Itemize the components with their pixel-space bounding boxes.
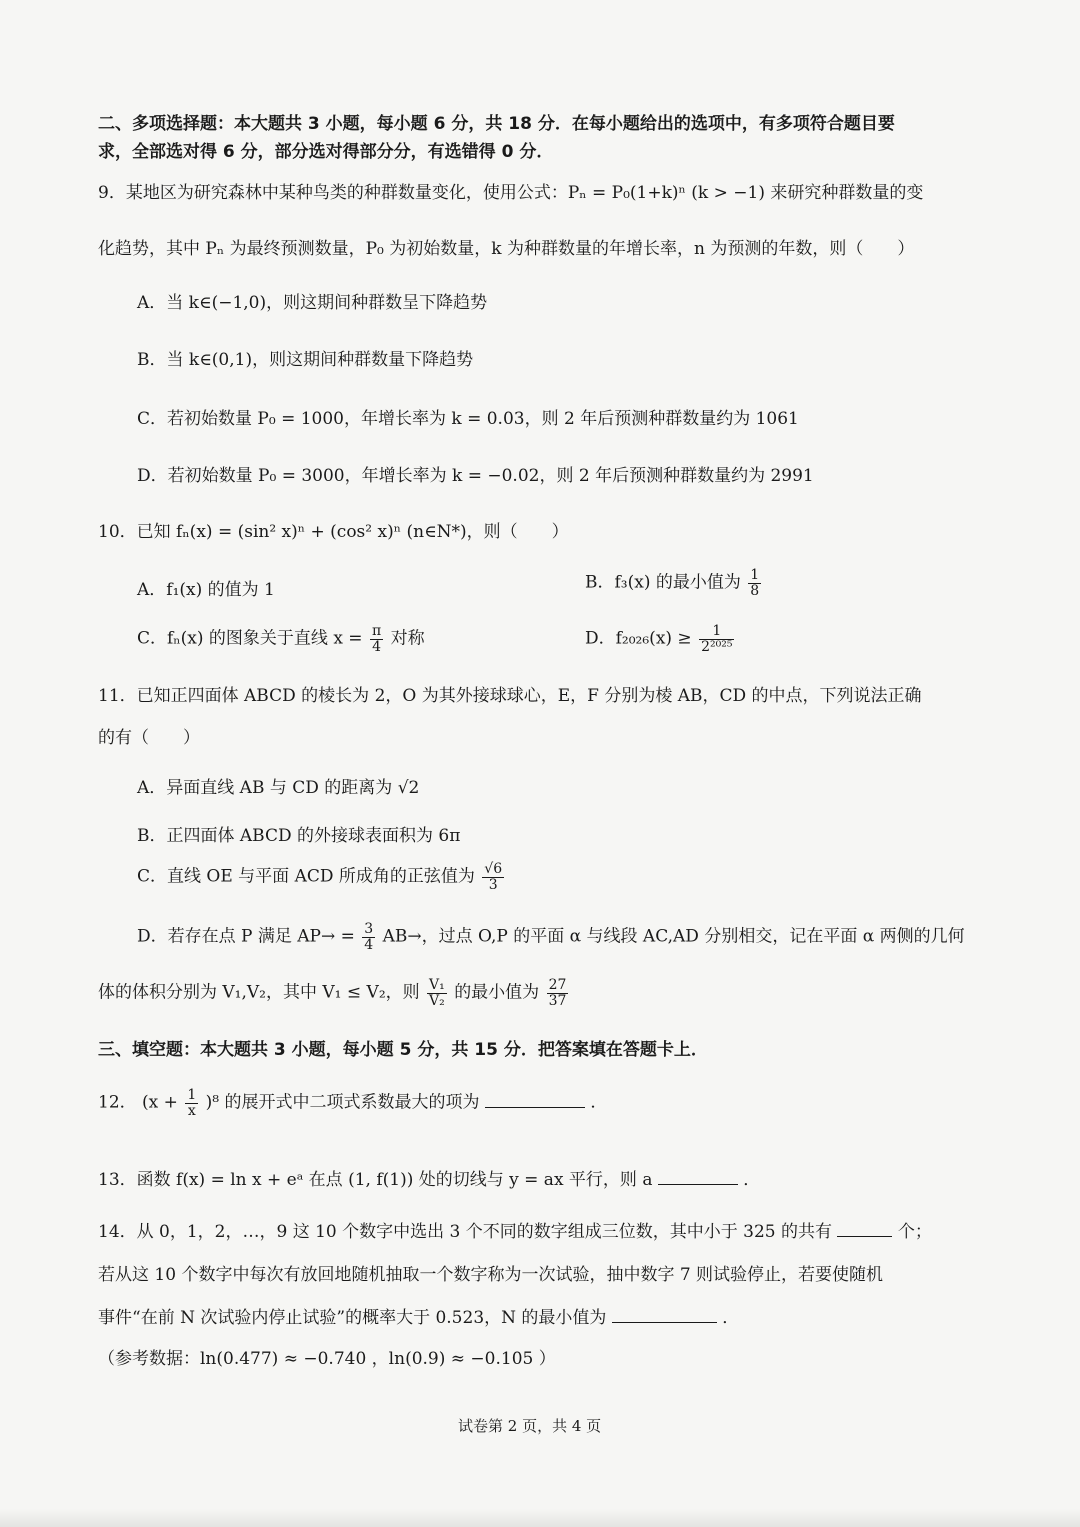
q9-stem-line1: 9．某地区为研究森林中某种鸟类的种群数量变化，使用公式：Pₙ = P₀(1+k)ⁿ (k > −1) 来研究种群数量的变 xyxy=(98,183,924,203)
fraction-numerator: √6 xyxy=(484,861,503,877)
fraction xyxy=(185,1088,198,1118)
q12 xyxy=(98,1088,607,1118)
q12-expr-post: )⁸ xyxy=(205,1092,220,1113)
fraction xyxy=(427,978,447,1008)
q11-option-b: B．正四面体 ABCD 的外接球表面积为 6π xyxy=(137,826,461,846)
fraction-denominator: 2²⁰²⁵ xyxy=(701,638,733,655)
fraction-denominator: 37 xyxy=(548,992,567,1009)
fraction xyxy=(547,978,569,1008)
answer-blank[interactable] xyxy=(658,1170,738,1185)
section3-heading: 三、填空题：本大题共 3 小题，每小题 5 分，共 15 分．把答案填在答题卡上． xyxy=(98,1040,708,1060)
q13-end: ． xyxy=(743,1170,761,1190)
fraction-numerator: 3 xyxy=(364,921,374,937)
q14-line1-post: 个； xyxy=(897,1222,932,1242)
section2-heading-line1: 二、多项选择题：本大题共 3 小题，每小题 6 分，共 18 分．在每小题给出的选项中，有多项符合题目要 xyxy=(98,114,895,134)
fraction-numerator: 27 xyxy=(548,977,567,993)
q13-text: 13．函数 f(x) = ln x + eᵃ 在点 (1, f(1)) 处的切线与 y = ax 平行，则 a xyxy=(98,1170,653,1190)
fraction-numerator: 1 xyxy=(750,567,760,583)
q14-line2: 若从这 10 个数字中每次有放回地随机抽取一个数字称为一次试验，抽中数字 7 则试验停止，若要使随机 xyxy=(98,1265,884,1285)
scan-edge xyxy=(0,1509,1080,1527)
q14-line3 xyxy=(98,1308,739,1328)
section2-heading-line2: 求，全部选对得 6 分，部分选对得部分分，有选错得 0 分． xyxy=(98,142,554,162)
q9-option-d: D．若初始数量 P₀ = 3000，年增长率为 k = −0.02，则 2 年后预测种群数量约为 2991 xyxy=(137,466,814,486)
q9-option-a: A．当 k∈(−1,0)，则这期间种群数呈下降趋势 xyxy=(137,293,488,313)
q11-option-d xyxy=(137,922,965,952)
q10-stem: 10．已知 fₙ(x) = (sin² x)ⁿ + (cos² x)ⁿ (n∈N*)，则（ ） xyxy=(98,522,569,542)
q11-option-c-pre: C．直线 OE 与平面 ACD 所成角的正弦值为 xyxy=(137,866,475,887)
q14-line3-pre: 事件“在前 N 次试验内停止试验”的概率大于 0.523，N 的最小值为 xyxy=(98,1308,607,1328)
q10-option-c-post: 对称 xyxy=(390,628,425,649)
fraction-numerator: 1 xyxy=(699,624,734,640)
fraction xyxy=(699,624,734,654)
q14-line3-post: ． xyxy=(722,1308,740,1328)
q12-number: 12． xyxy=(98,1092,137,1113)
q14-line1 xyxy=(98,1222,932,1242)
q11-option-a: A．异面直线 AB 与 CD 的距离为 √2 xyxy=(137,778,420,798)
fraction xyxy=(362,922,375,952)
q11-last-mid: 的最小值为 xyxy=(454,982,540,1003)
q14-reference-data: （参考数据：ln(0.477) ≈ −0.740 ，ln(0.9) ≈ −0.105 ） xyxy=(98,1349,556,1369)
answer-blank[interactable] xyxy=(612,1308,717,1323)
page-footer: 试卷第 2 页，共 4 页 xyxy=(458,1417,602,1435)
q10-option-b-text: B．f₃(x) 的最小值为 xyxy=(585,572,741,593)
q10-option-a: A．f₁(x) 的值为 1 xyxy=(137,580,275,600)
q10-option-d xyxy=(585,624,736,654)
q10-option-d-pre: D．f₂₀₂₆(x) ≥ xyxy=(585,628,692,649)
q13 xyxy=(98,1170,760,1190)
fraction-numerator: π xyxy=(371,623,382,639)
q14-line1-pre: 14．从 0，1，2，…，9 这 10 个数字中选出 3 个不同的数字组成三位数，其中小于 325 的共有 xyxy=(98,1222,833,1242)
fraction-denominator: 4 xyxy=(372,638,382,655)
q10-option-b xyxy=(585,568,763,598)
answer-blank[interactable] xyxy=(485,1093,585,1108)
q11-stem-line2: 的有（ ） xyxy=(98,728,200,748)
fraction xyxy=(748,568,761,598)
q11-last-pre: 体的体积分别为 V₁,V₂，其中 V₁ ≤ V₂，则 xyxy=(98,982,420,1003)
fraction xyxy=(482,862,504,892)
fraction-numerator: V₁ xyxy=(429,977,445,993)
answer-blank[interactable] xyxy=(837,1222,892,1237)
fraction-denominator: 3 xyxy=(488,876,498,893)
fraction-denominator: x xyxy=(187,1102,196,1119)
q9-option-c: C．若初始数量 P₀ = 1000，年增长率为 k = 0.03，则 2 年后预测种群数量约为 1061 xyxy=(137,409,799,429)
q11-option-d-post: AB→，过点 O,P 的平面 α 与线段 AC,AD 分别相交，记在平面 α 两侧的几何 xyxy=(382,926,965,947)
q11-option-c xyxy=(137,862,506,892)
q11-option-d-continued xyxy=(98,978,570,1008)
fraction xyxy=(370,624,383,654)
fraction-denominator: 8 xyxy=(750,582,760,599)
q11-option-d-pre: D．若存在点 P 满足 AP→ = xyxy=(137,926,355,947)
fraction-denominator: V₂ xyxy=(429,992,445,1009)
q11-stem-line1: 11．已知正四面体 ABCD 的棱长为 2，O 为其外接球球心，E，F 分别为棱 AB，CD 的中点，下列说法正确 xyxy=(98,686,922,706)
q9-stem-line2: 化趋势，其中 Pₙ 为最终预测数量，P₀ 为初始数量，k 为种群数量的年增长率，n 为预测的年数，则（ ） xyxy=(98,239,915,259)
q12-text: 的展开式中二项式系数最大的项为 xyxy=(224,1092,480,1113)
q10-option-c-pre: C．fₙ(x) 的图象关于直线 x = xyxy=(137,628,363,649)
q12-end: ． xyxy=(590,1092,608,1113)
q9-option-b: B．当 k∈(0,1)，则这期间种群数量下降趋势 xyxy=(137,350,474,370)
q10-option-c xyxy=(137,624,425,654)
q12-expr-pre: (x + xyxy=(142,1092,178,1113)
fraction-numerator: 1 xyxy=(187,1087,197,1103)
fraction-denominator: 4 xyxy=(364,936,374,953)
